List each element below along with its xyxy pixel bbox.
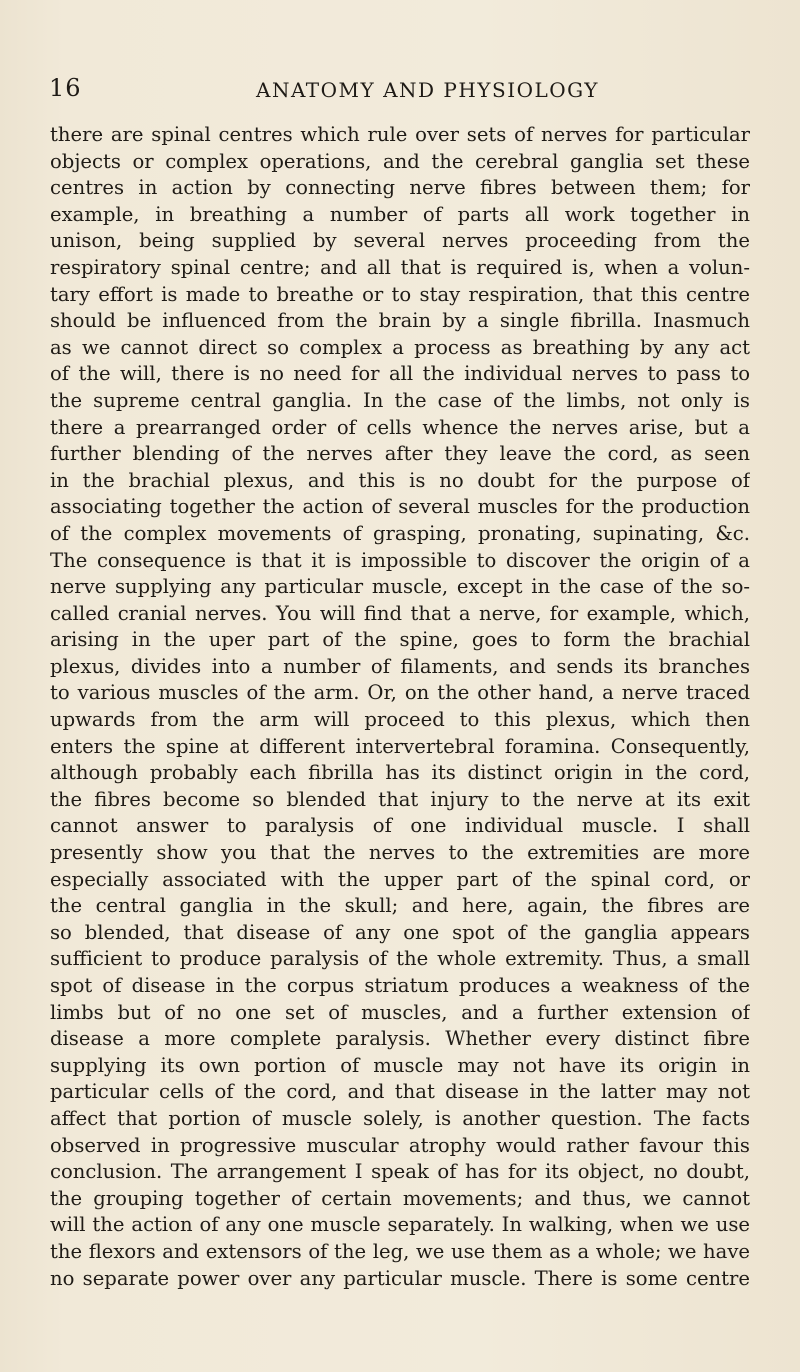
text-line: in the brachial plexus, and this is no doubt for the purpose of — [50, 468, 750, 492]
body-text — [50, 122, 750, 1292]
text-line: enters the spine at different intervertebral foramina. Consequently, — [50, 734, 750, 758]
text-line: there are spinal centres which rule over sets of nerves for particular — [50, 123, 750, 146]
text-line: will the action of any one muscle separately. In walking, when we use — [50, 1213, 750, 1237]
text-line: example, in breathing a number of parts all work together in — [50, 202, 750, 226]
text-line: spot of disease in the corpus striatum produces a weakness of the — [50, 974, 750, 997]
text-line: plexus, divides into a number of filaments, and sends its branches — [50, 654, 750, 678]
text-line: nerve supplying any particular muscle, except in the case of the so- — [50, 575, 750, 599]
text-line: as we cannot direct so complex a process as breathing by any act — [50, 335, 750, 359]
text-line: no separate power over any particular muscle. There is some centre — [50, 1266, 750, 1290]
text-line: arising in the uper part of the spine, goes to form the brachial — [50, 628, 750, 652]
text-line: sufficient to produce paralysis of the whole extremity. Thus, a small — [50, 947, 750, 971]
text-line: further blending of the nerves after they leave the cord, as seen — [50, 442, 750, 466]
text-line: tary effort is made to breathe or to stay respiration, that this centre — [50, 282, 750, 306]
text-line: unison, being supplied by several nerves proceeding from the — [50, 229, 750, 253]
text-line: limbs but of no one set of muscles, and a further extension of — [50, 1000, 750, 1024]
page-header — [0, 74, 800, 110]
text-line: cannot answer to paralysis of one individual muscle. I shall — [50, 814, 750, 838]
text-line: presently show you that the nerves to the extremities are more — [50, 841, 750, 865]
text-line: upwards from the arm will proceed to this plexus, which then — [50, 708, 750, 732]
text-line: called cranial nerves. You will find that a nerve, for example, which, — [50, 601, 750, 625]
text-line: there a prearranged order of cells whence the nerves arise, but a — [50, 415, 750, 439]
text-line: the flexors and extensors of the leg, we use them as a whole; we have — [50, 1239, 750, 1263]
text-line: observed in progressive muscular atrophy would rather favour this — [50, 1133, 750, 1157]
text-line: of the will, there is no need for all the individual nerves to pass to — [50, 362, 750, 386]
text-line: disease a more complete paralysis. Whether every distinct fibre — [50, 1027, 750, 1051]
text-line: the fibres become so blended that injury to the nerve at its exit — [50, 787, 750, 811]
text-line: associating together the action of several muscles for the production — [50, 495, 750, 519]
text-line: supplying its own portion of muscle may not have its origin in — [50, 1053, 750, 1077]
text-line: so blended, that disease of any one spot of the ganglia appears — [50, 920, 750, 944]
text-line: the central ganglia in the skull; and here, again, the fibres are — [50, 894, 750, 918]
text-line: respiratory spinal centre; and all that is required is, when a volun- — [50, 255, 750, 279]
page-number: 16 — [49, 74, 82, 102]
text-line: especially associated with the upper part of the spinal cord, or — [50, 867, 750, 891]
text-line: should be influenced from the brain by a single fibrilla. Inasmuch — [50, 309, 750, 333]
text-line: of the complex movements of grasping, pronating, supinating, &c. — [50, 521, 750, 545]
text-line: affect that portion of muscle solely, is another question. The facts — [50, 1106, 750, 1130]
text-line: particular cells of the cord, and that disease in the latter may not — [50, 1080, 750, 1104]
text-line: the supreme central ganglia. In the case of the limbs, not only is — [50, 388, 750, 412]
text-line: to various muscles of the arm. Or, on the other hand, a nerve traced — [50, 681, 750, 705]
text-line: the grouping together of certain movements; and thus, we cannot — [50, 1186, 750, 1210]
text-line: although probably each fibrilla has its distinct origin in the cord, — [50, 761, 750, 785]
running-head: ANATOMY AND PHYSIOLOGY — [256, 78, 600, 102]
text-line: conclusion. The arrangement I speak of has for its object, no doubt, — [50, 1160, 750, 1184]
text-line: objects or complex operations, and the cerebral ganglia set these — [50, 149, 750, 173]
text-line: The consequence is that it is impossible to discover the origin of a — [50, 548, 750, 572]
text-line: centres in action by connecting nerve fibres between them; for — [50, 176, 750, 200]
